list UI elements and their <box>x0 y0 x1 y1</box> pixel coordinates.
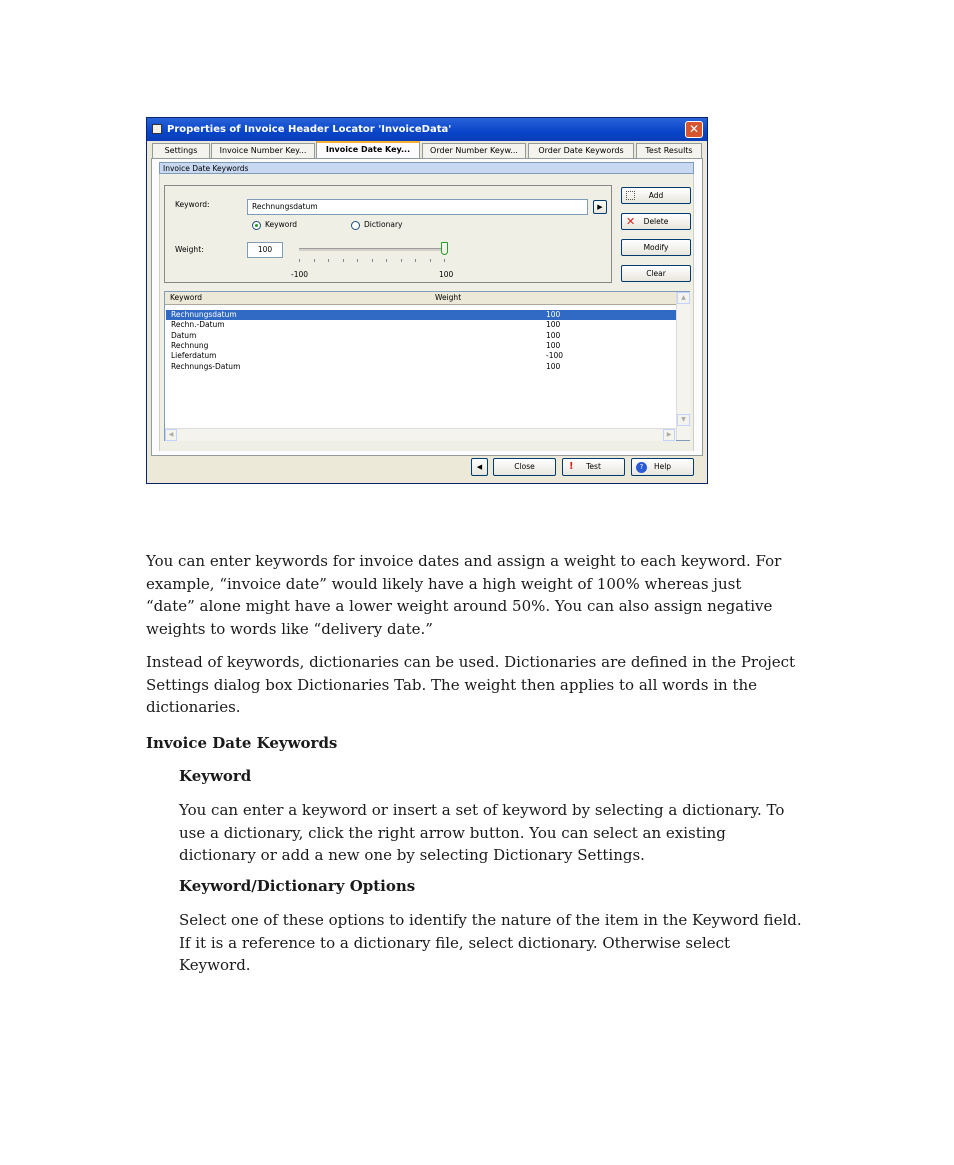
close-window-button[interactable] <box>685 121 703 138</box>
heading-keyword: Keyword <box>179 767 252 785</box>
slider-max-label: 100 <box>439 270 454 279</box>
list-item-weight: -100 <box>546 351 564 361</box>
text-line: Settings dialog box Dictionaries Tab. The weight then applies to all words in the <box>146 675 758 694</box>
list-item-keyword: Datum <box>171 330 197 340</box>
list-item[interactable] <box>166 310 676 320</box>
paragraph-weights <box>146 550 781 640</box>
right-arrow-icon: ▶ <box>597 203 603 211</box>
list-item-weight: 100 <box>546 340 561 350</box>
slider-track <box>299 248 447 251</box>
list-item[interactable] <box>166 351 676 361</box>
slider-tick <box>328 259 329 262</box>
text-line: You can enter a keyword or insert a set of keyword by selecting a dictionary. To <box>179 801 785 819</box>
left-arrow-icon: ◀ <box>476 463 483 471</box>
help-button[interactable] <box>631 458 694 476</box>
tab-panel <box>151 158 703 456</box>
text-line: dictionaries. <box>146 698 241 716</box>
text-line: use a dictionary, click the right arrow button. You can select an existing <box>179 823 726 842</box>
slider-tick <box>372 259 373 262</box>
tab-invoice-date-keywords[interactable] <box>316 141 420 159</box>
col-keyword-header[interactable]: Keyword <box>170 293 203 302</box>
slider-tick <box>314 259 315 262</box>
slider-tick <box>386 259 387 262</box>
keyword-label: Keyword: <box>175 200 210 209</box>
slider-tick <box>430 259 431 262</box>
list-header <box>165 292 676 305</box>
back-button[interactable] <box>471 458 488 476</box>
list-item-weight: 100 <box>546 320 561 330</box>
delete-icon: ✕ <box>626 215 636 228</box>
add-label: Add <box>648 191 664 200</box>
slider-tick <box>401 259 402 262</box>
dictionary-arrow-button[interactable] <box>593 200 607 214</box>
text-line: example, “invoice date” would likely have a high weight of 100% whereas just <box>146 574 742 593</box>
tab-order-number-keywords[interactable] <box>422 143 526 158</box>
group-header: Invoice Date Keywords <box>159 162 694 174</box>
tab-label: Invoice Date Key... <box>325 145 411 154</box>
bottom-button-bar <box>147 458 707 480</box>
text-line: Keyword. <box>179 956 251 974</box>
modify-button[interactable] <box>621 239 691 256</box>
heading-invoice-date-keywords: Invoice Date Keywords <box>146 734 338 752</box>
slider-thumb[interactable] <box>441 242 448 255</box>
keyword-group <box>159 174 694 451</box>
keyword-editor-box <box>164 185 612 283</box>
close-button[interactable] <box>493 458 556 476</box>
clear-label: Clear <box>646 269 666 278</box>
help-icon: ? <box>636 462 647 473</box>
tab-label: Order Number Keyw... <box>430 146 518 155</box>
text-line: Instead of keywords, dictionaries can be used. Dictionaries are defined in the Project <box>146 653 796 671</box>
slider-tick <box>415 259 416 262</box>
tab-label: Invoice Number Key... <box>219 146 307 155</box>
paragraph-keyword <box>179 799 784 867</box>
text-line: dictionary or add a new one by selecting Dictionary Settings. <box>179 846 645 864</box>
scroll-right-icon[interactable]: ▶ <box>663 429 675 441</box>
modify-label: Modify <box>643 243 669 252</box>
app-icon <box>152 124 162 134</box>
delete-label: Delete <box>643 217 669 226</box>
tab-settings[interactable] <box>152 143 210 158</box>
test-label: Test <box>586 462 601 471</box>
weight-slider[interactable] <box>299 242 449 272</box>
keyword-list[interactable] <box>164 291 690 441</box>
slider-tick <box>357 259 358 262</box>
add-icon <box>626 191 635 200</box>
vertical-scrollbar[interactable] <box>676 292 690 440</box>
add-button[interactable] <box>621 187 691 204</box>
weight-input[interactable]: 100 <box>247 242 283 258</box>
list-item-keyword: Rechnungsdatum <box>171 310 237 319</box>
list-item[interactable] <box>166 362 676 372</box>
dictionary-radio[interactable] <box>351 221 360 230</box>
tab-label: Settings <box>164 146 198 155</box>
keyword-input[interactable]: Rechnungsdatum <box>247 199 588 215</box>
dictionary-radio-label: Dictionary <box>364 220 403 229</box>
clear-button[interactable] <box>621 265 691 282</box>
title-bar[interactable] <box>147 118 707 141</box>
tab-test-results[interactable] <box>636 143 702 158</box>
text-line: If it is a reference to a dictionary file, select dictionary. Otherwise select <box>179 933 731 952</box>
list-item-weight: 100 <box>546 310 561 319</box>
text-line: You can enter keywords for invoice dates and assign a weight to each keyword. For <box>146 552 782 570</box>
list-item-keyword: Rechnungs-Datum <box>171 361 241 371</box>
list-item-keyword: Lieferdatum <box>171 351 217 361</box>
tab-order-date-keywords[interactable] <box>528 143 634 158</box>
keyword-radio-label: Keyword <box>265 220 298 229</box>
close-icon: ✕ <box>688 122 700 136</box>
list-item-keyword: Rechn.-Datum <box>171 320 225 330</box>
slider-tick <box>343 259 344 262</box>
paragraph-options <box>179 909 802 977</box>
list-item-keyword: Rechnung <box>171 340 209 350</box>
horizontal-scrollbar[interactable] <box>165 428 676 441</box>
slider-tick <box>444 259 445 262</box>
text-line: weights to words like “delivery date.” <box>146 619 433 638</box>
list-item-weight: 100 <box>546 330 561 340</box>
delete-button[interactable] <box>621 213 691 230</box>
list-item[interactable] <box>166 341 676 351</box>
keyword-radio[interactable] <box>252 221 261 230</box>
properties-dialog <box>146 117 708 484</box>
help-label: Help <box>653 462 672 471</box>
list-item[interactable] <box>166 320 676 330</box>
close-label: Close <box>514 462 535 471</box>
dialog-title: Properties of Invoice Header Locator 'InvoiceData' <box>167 124 452 135</box>
tab-label: Test Results <box>645 146 693 155</box>
slider-tick <box>299 259 300 262</box>
tab-invoice-number-keywords[interactable] <box>211 143 315 158</box>
slider-min-label: -100 <box>291 270 309 279</box>
col-weight-header[interactable]: Weight <box>435 293 462 302</box>
scroll-left-icon[interactable]: ◀ <box>165 429 177 441</box>
list-item[interactable] <box>166 331 676 341</box>
text-line: “date” alone might have a lower weight around 50%. You can also assign negative <box>146 597 773 615</box>
exclamation-icon: ! <box>569 461 574 472</box>
heading-keyword-dictionary-options: Keyword/Dictionary Options <box>179 877 416 895</box>
scroll-down-icon[interactable]: ▼ <box>677 414 690 426</box>
scroll-up-icon[interactable]: ▲ <box>677 292 690 304</box>
list-item-weight: 100 <box>546 361 561 371</box>
paragraph-dictionaries <box>146 651 795 719</box>
weight-label: Weight: <box>175 245 204 254</box>
tab-label: Order Date Keywords <box>538 146 624 155</box>
test-button[interactable] <box>562 458 625 476</box>
text-line: Select one of these options to identify the nature of the item in the Keyword field. <box>179 911 802 929</box>
